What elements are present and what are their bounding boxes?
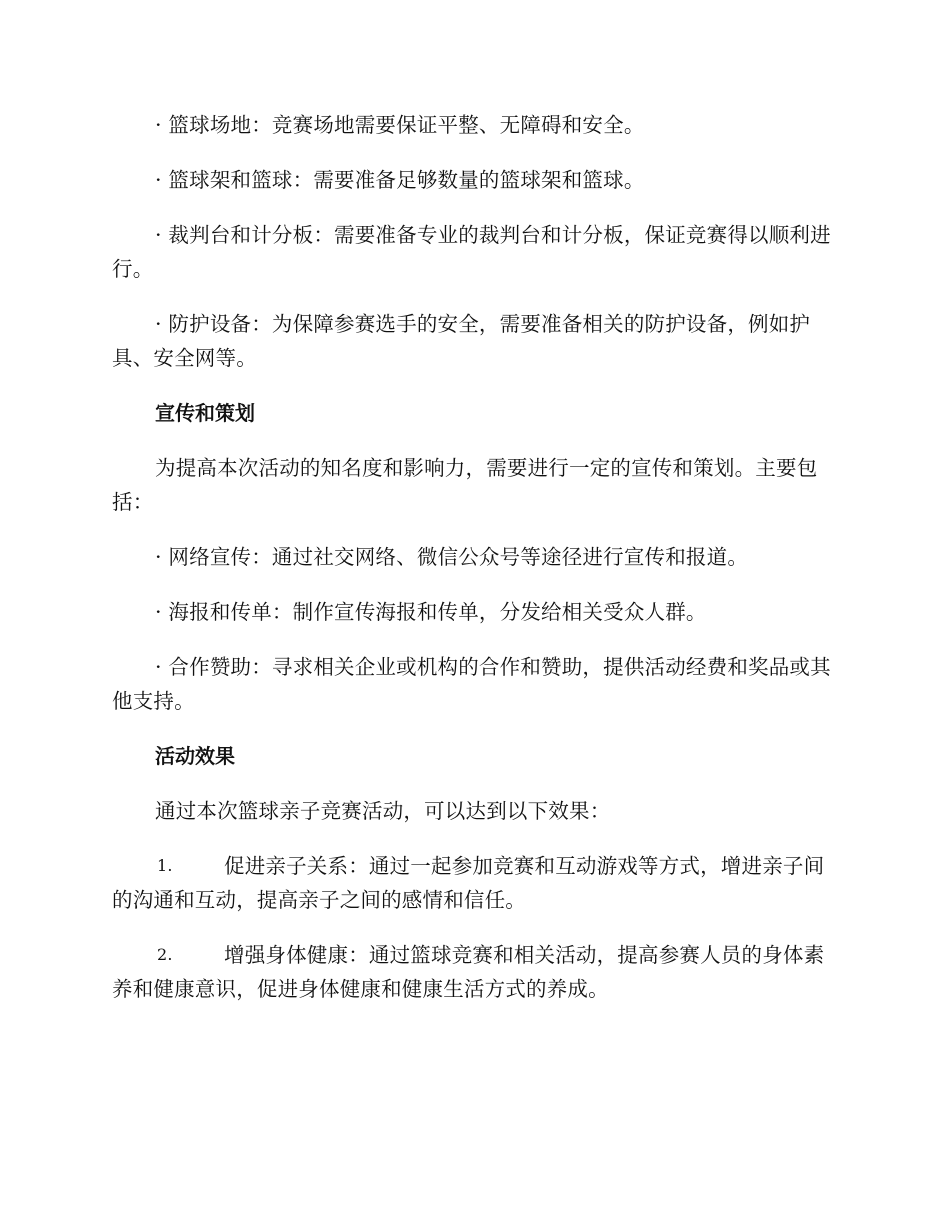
document-body <box>112 108 832 1027</box>
section-heading-promotion: 宣传和策划 <box>155 401 255 425</box>
bullet-hoops-balls: · 篮球架和篮球：需要准备足够数量的篮球架和篮球。 <box>155 168 645 192</box>
effects-intro: 通过本次篮球亲子竞赛活动，可以达到以下效果： <box>155 799 611 823</box>
bullet-protective-gear: · 防护设备：为保障参赛选手的安全，需要准备相关的防护设备，例如护具、安全网等。 <box>112 312 811 370</box>
section-heading-effects: 活动效果 <box>155 744 235 768</box>
bullet-sponsorship: · 合作赞助：寻求相关企业或机构的合作和赞助，提供活动经费和奖品或其他支持。 <box>112 655 831 713</box>
bullet-online-promotion: · 网络宣传：通过社交网络、微信公众号等途径进行宣传和报道。 <box>155 545 749 569</box>
numbered-item-text: 促进亲子关系：通过一起参加竞赛和互动游戏等方式，增进亲子间的沟通和互动，提高亲子之间的感情和信任。 <box>112 854 825 912</box>
numbered-item-2 <box>112 938 832 1006</box>
numbered-item-text: 增强身体健康：通过篮球竞赛和相关活动，提高参赛人员的身体素养和健康意识，促进身体健康和健康生活方式的养成。 <box>112 943 825 1001</box>
bullet-posters-flyers: · 海报和传单：制作宣传海报和传单，分发给相关受众人群。 <box>155 600 707 624</box>
bullet-court: · 篮球场地：竞赛场地需要保证平整、无障碍和安全。 <box>155 113 645 137</box>
bullet-referee-scoreboard: · 裁判台和计分板：需要准备专业的裁判台和计分板，保证竞赛得以顺利进行。 <box>112 223 831 281</box>
list-number: 2. <box>157 945 173 964</box>
promotion-intro: 为提高本次活动的知名度和影响力，需要进行一定的宣传和策划。主要包括： <box>112 456 818 514</box>
list-number: 1. <box>157 856 173 875</box>
numbered-item-1 <box>112 849 832 917</box>
